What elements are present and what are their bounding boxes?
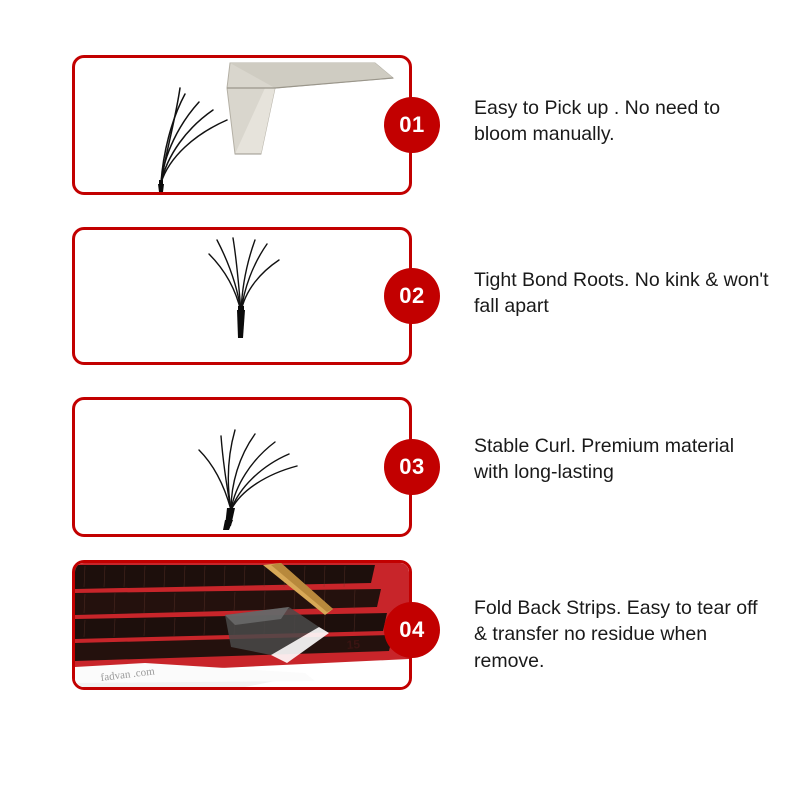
feature-caption: Fold Back Strips. Easy to tear off & transfer no residue when remove.: [474, 597, 758, 672]
lash-fan-illustration: [75, 400, 409, 534]
watermark-text: fadvan .com: [99, 665, 156, 684]
feature-caption: Tight Bond Roots. No kink & won't fall apart: [474, 269, 769, 318]
step-number-badge: 03: [384, 439, 440, 495]
feature-row: [0, 55, 800, 195]
step-number-badge: 04: [384, 602, 440, 658]
lash-fan-stable-curl-photo: [72, 397, 412, 537]
tray-size-label: 15: [346, 637, 361, 652]
lash-fan-illustration: [75, 58, 409, 192]
feature-image-wrapper: [72, 227, 425, 365]
step-number-badge: 02: [384, 268, 440, 324]
feature-caption: Stable Curl. Premium material with long-lasting: [474, 435, 735, 484]
feature-row: [0, 227, 800, 365]
lash-tray-fold-back-strip-photo: [72, 560, 412, 690]
feature-image-wrapper: [72, 397, 425, 537]
lash-fan-with-tweezer-photo: [72, 55, 412, 195]
step-number-badge: 01: [384, 97, 440, 153]
lash-tray-illustration: [75, 563, 409, 687]
lash-fan-illustration: [75, 230, 409, 362]
feature-row: [0, 397, 800, 537]
lash-fan-tight-bond-root-photo: [72, 227, 412, 365]
feature-image-wrapper: [72, 560, 425, 690]
feature-image-wrapper: [72, 55, 425, 195]
feature-row: [0, 560, 800, 690]
feature-caption: Easy to Pick up . No need to bloom manually.: [474, 97, 721, 146]
